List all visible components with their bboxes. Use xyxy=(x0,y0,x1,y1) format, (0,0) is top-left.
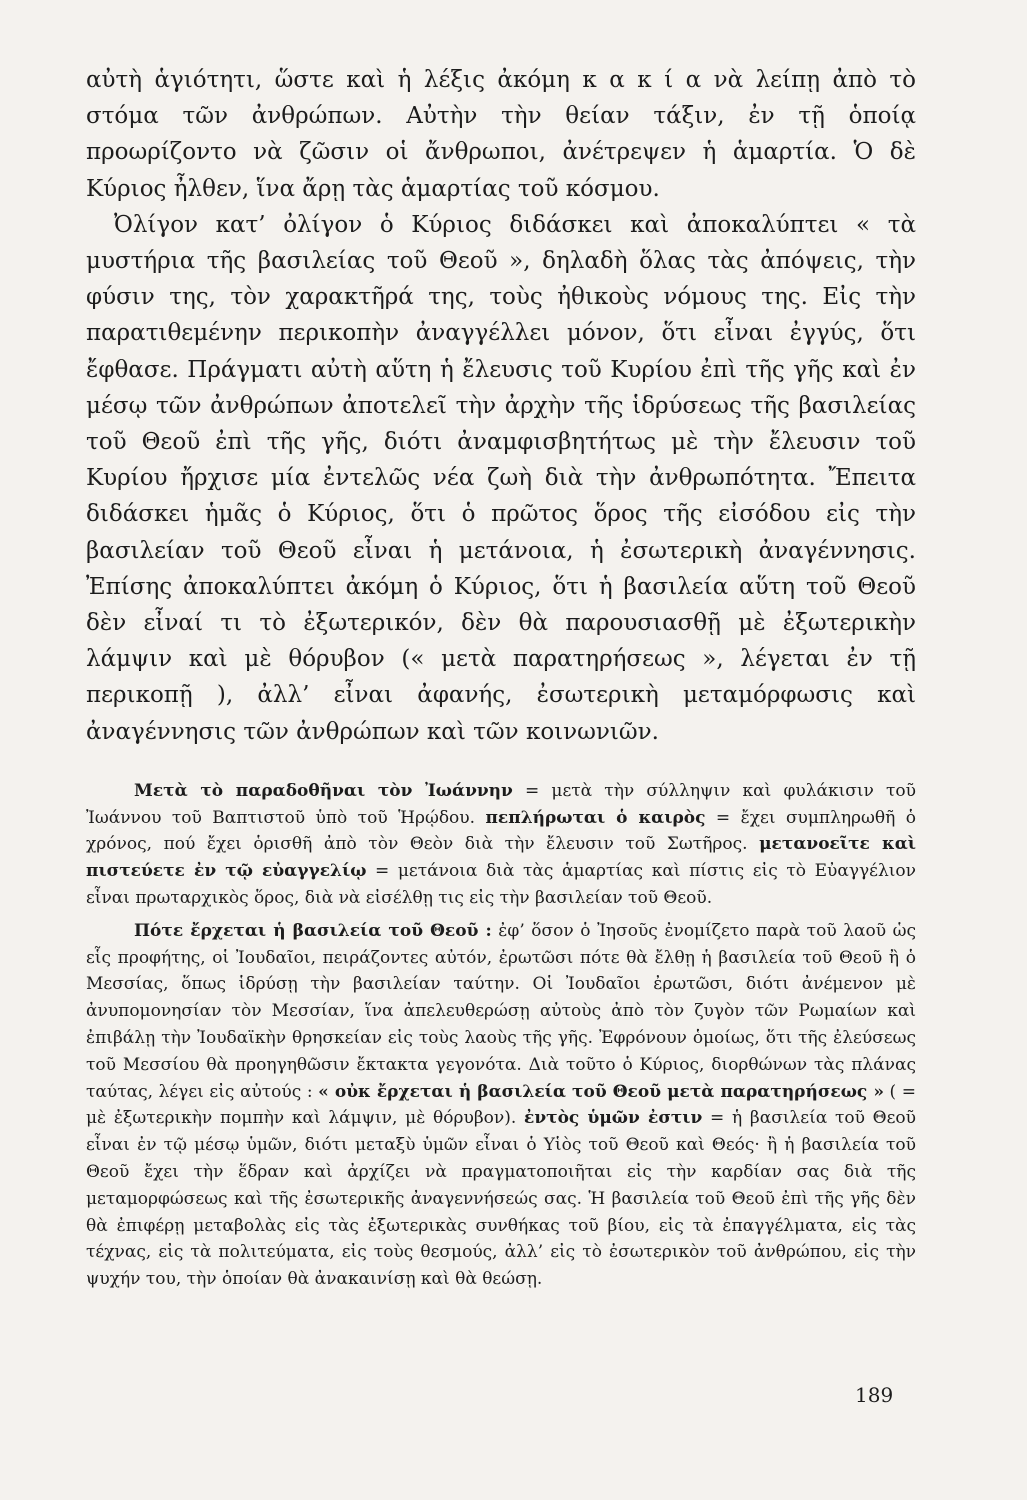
note-1-text-1: = μετὰ τὴν σύλληψιν καὶ φυλάκισιν τοῦ Ἰωάννου τοῦ Βαπτιστοῦ ὑπὸ τοῦ Ἡρῴδου. xyxy=(86,780,916,828)
note-2 xyxy=(86,918,916,1293)
note-1-text-2: = ἔχει συμπληρωθῆ ὁ χρόνος, πού ἔχει ὁρισθῆ ἀπὸ τὸν Θεὸν διὰ τὴν ἔλευσιν τοῦ Σωτῆρος. xyxy=(86,807,917,855)
page-number: 189 xyxy=(855,1383,894,1407)
note-1-term-1: Μετὰ τὸ παραδοθῆναι τὸν Ἰωάννην xyxy=(134,780,513,801)
note-2-term-3: ἐντὸς ὑμῶν ἐστιν xyxy=(524,1108,703,1129)
note-2-text-2: ( = μὲ ἐξωτερικὴν πομπὴν καὶ λάμψιν, μὲ θόρυβον). xyxy=(86,1081,917,1129)
paragraph-1: αὐτὴ ἁγιότητι, ὥστε καὶ ἡ λέξις ἀκόμη κ α κ ί α νὰ λείπῃ ἀπὸ τὸ στόμα τῶν ἀνθρώπων. Αὐτὴν τὴν θείαν τάξιν, ἐν τῇ ὁποίᾳ προωρίζοντο νὰ ζῶσιν οἱ ἄνθρωποι, ἀνέτρεψεν ἡ ἁμαρτία. Ὁ δὲ Κύριος ἦλθεν, ἵνα ἄρῃ τὰς ἁμαρτίας τοῦ κόσμου. xyxy=(86,67,916,202)
note-2-term-2: « οὐκ ἔρχεται ἡ βασιλεία τοῦ Θεοῦ μετὰ παρατηρήσεως » xyxy=(318,1081,884,1102)
note-2-term-1: Πότε ἔρχεται ἡ βασιλεία τοῦ Θεοῦ : xyxy=(134,920,492,941)
main-text xyxy=(86,62,916,1293)
note-1-term-2: πεπλήρωται ὁ καιρὸς xyxy=(485,807,706,828)
commentary-notes xyxy=(86,778,916,1293)
note-2-text-3: = ἡ βασιλεία τοῦ Θεοῦ εἶναι ἐν τῷ μέσῳ ὑμῶν, διότι μεταξὺ ὑμῶν εἶναι ὁ Υἱὸς τοῦ Θεοῦ καὶ Θεός· ἢ ἡ βασιλεία τοῦ Θεοῦ ἔχει τὴν ἕδραν καὶ ἀρχίζει νὰ πραγματοποιῆται εἰς τὴν καρδίαν σας διὰ τῆς μεταμορφώσεως καὶ τῆς ἐσωτερικῆς ἀναγεννήσεώς σας. Ἡ βασιλεία τοῦ Θεοῦ ἐπὶ τῆς γῆς δὲν θὰ ἐπιφέρῃ μεταβολὰς εἰς τὰς ἐξωτερικὰς συνθήκας τοῦ βίου, εἰς τὰ ἐπαγγέλματα, εἰς τὰς τέχνας, εἰς τὰ πολιτεύματα, εἰς τοὺς θεσμούς, ἀλλ’ εἰς τὸ ἐσωτερικὸν τοῦ ἀνθρώπου, εἰς τὴν ψυχήν του, τὴν ὁποίαν θὰ ἀνακαινίσῃ καὶ θὰ θεώσῃ. xyxy=(86,1108,916,1290)
note-1-term-3: μετανοεῖτε καὶ πιστεύετε ἐν τῷ εὐαγγελίῳ xyxy=(86,834,917,882)
note-1-text-3: = μετάνοια διὰ τὰς ἁμαρτίας καὶ πίστις εἰς τὸ Εὐαγγέλιον εἶναι πρωταρχικὸς ὅρος, διὰ νὰ εἰσέλθῃ τις εἰς τὴν βασιλείαν τοῦ Θεοῦ. xyxy=(86,861,916,909)
note-1 xyxy=(86,778,916,912)
paragraph-2: Ὀλίγον κατ’ ὀλίγον ὁ Κύριος διδάσκει καὶ ἀποκαλύπτει « τὰ μυστήρια τῆς βασιλείας τοῦ Θεοῦ », δηλαδὴ ὅλας τὰς ἀπόψεις, τὴν φύσιν της, τὸν χαρακτῆρά της, τοὺς ἠθικοὺς νόμους της. Εἰς τὴν παρατιθεμένην περικοπὴν ἀναγγέλλει μόνον, ὅτι εἶναι ἐγγύς, ὅτι ἔφθασε. Πράγματι αὐτὴ αὕτη ἡ ἔλευσις τοῦ Κυρίου ἐπὶ τῆς γῆς καὶ ἐν μέσῳ τῶν ἀνθρώπων ἀποτελεῖ τὴν ἀρχὴν τῆς ἱδρύσεως τῆς βασιλείας τοῦ Θεοῦ ἐπὶ τῆς γῆς, διότι ἀναμφισβητήτως μὲ τὴν ἔλευσιν τοῦ Κυρίου ἤρχισε μία ἐντελῶς νέα ζωὴ διὰ τὴν ἀνθρωπότητα. Ἔπειτα διδάσκει ἡμᾶς ὁ Κύριος, ὅτι ὁ πρῶτος ὅρος τῆς εἰσόδου εἰς τὴν βασιλείαν τοῦ Θεοῦ εἶναι ἡ μετάνοια, ἡ ἐσωτερικὴ ἀναγέννησις. Ἐπίσης ἀποκαλύπτει ἀκόμη ὁ Κύριος, ὅτι ἡ βασιλεία αὕτη τοῦ Θεοῦ δὲν εἶναί τι τὸ ἐξωτερικόν, δὲν θὰ παρουσιασθῇ μὲ ἐξωτερικὴν λάμψιν καὶ μὲ θόρυβον (« μετὰ παρατηρήσεως », λέγεται ἐν τῇ περικοπῇ ), ἀλλ’ εἶναι ἀφανής, ἐσωτερικὴ μεταμόρφωσις καὶ ἀναγέννησις τῶν ἀνθρώπων καὶ τῶν κοινωνιῶν. xyxy=(86,211,916,745)
note-2-text-1: ἐφ’ ὅσον ὁ Ἰησοῦς ἐνομίζετο παρὰ τοῦ λαοῦ ὡς εἷς προφήτης, οἱ Ἰουδαῖοι, πειράζοντες αὐτόν, ἐρωτῶσι πότε θὰ ἔλθῃ ἡ βασιλεία τοῦ Θεοῦ ἢ ὁ Μεσσίας, ὅπως ἱδρύσῃ τὴν βασιλείαν ταύτην. Οἱ Ἰουδαῖοι ἐρωτῶσι, διότι ἀνέμενον μὲ ἀνυπομονησίαν τὸν Μεσσίαν, ἵνα ἀπελευθερώσῃ αὐτοὺς ἀπὸ τὸν ζυγὸν τῶν Ρωμαίων καὶ ἐπιβάλῃ τὴν Ἰουδαϊκὴν θρησκείαν εἰς τοὺς λαοὺς τῆς γῆς. Ἐφρόνουν ὁμοίως, ὅτι τῆς ἐλεύσεως τοῦ Μεσσίου θὰ προηγηθῶσιν ἔκτακτα γεγονότα. Διὰ τοῦτο ὁ Κύριος, διορθώνων τὰς πλάνας ταύτας, λέγει εἰς αὐτούς : xyxy=(86,920,916,1102)
